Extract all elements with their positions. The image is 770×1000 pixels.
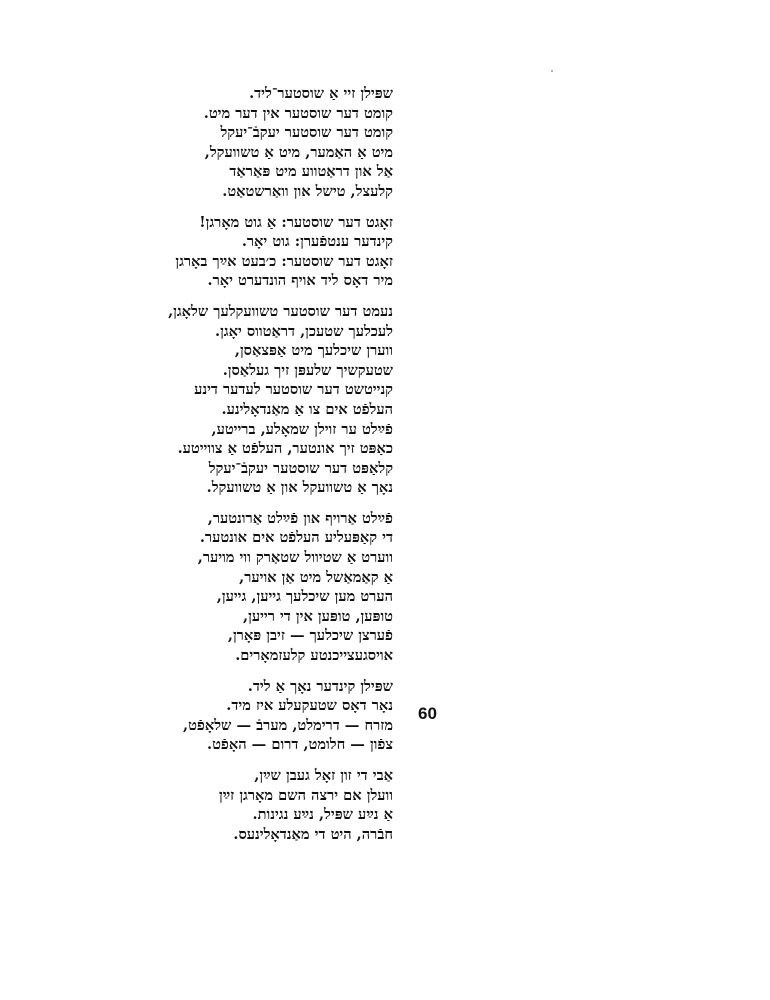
poem-line: וועלן אם ירצה השם מאָרגן זײַן [218,786,393,804]
poem-line: קלאַפּט דער שוסטער יעקבֿ־יעקל [208,459,393,477]
poem-line: חבֿרה, היט די מאַנדאָלינעס. [233,825,393,843]
poem-line: קומט דער שוסטער יעקבֿ־יעקל [220,124,393,142]
poem-line: אַ נײַע שפּיל, נײַע נגינות. [252,806,393,824]
poem-line: מיר דאָס ליד אויף הונדערט יאָר. [207,272,393,290]
poem-line: צפֿון — חלומט, דרום — האָפֿט. [207,736,393,754]
poem-line: ווערן שיכלעך מיט אַפּצאַסן, [234,342,393,360]
poem-line: נאָך אַ טשוועקל און אַ טשוועקל. [206,479,393,497]
poem-line: העלפֿט אים צו אַ מאַנדאָלינע. [221,400,393,418]
poem-text [80,84,393,855]
stanza [80,84,393,202]
stanza [80,509,393,666]
poem-line: שפּילן זיי אַ שוסטער־ליד. [249,85,393,102]
poem-line: קנייטשט דער שוסטער לעדער דינע [194,381,393,399]
scan-speck [551,70,553,72]
poem-line: שפּילן קינדער נאָך אַ ליד. [247,677,393,695]
poem-line: הערט מען שיכלעך גייען, גייען, [216,588,393,606]
poem-line: שטעקשיך שלעפּן זיך געלאַסן. [222,361,393,379]
poem-line: קינדער ענטפֿערן: גוט יאָר. [241,233,393,251]
poem-line: לעכלעך שטעכן, דראַטווס יאָגן. [214,322,393,340]
poem-line: די קאַפּעליע העלפֿט אים אונטער. [199,529,393,547]
poem-line: קלעצל, טישל און וואַרשטאַט. [222,182,393,200]
poem-line: פֿערצן שיכלעך — זיבן פּאָרן, [227,627,393,645]
poem-line: ווערט אַ שטיוול שטאַרק ווי מויער, [197,549,393,567]
stanza [80,766,393,844]
poem-line: אַל און דראַטווע מיט פּאַראַד [229,163,393,181]
poem-line: זאָגט דער שוסטער: אַ גוט מאָרגן! [199,213,393,231]
stanza [80,677,393,755]
poem-line: פֿײַלט ער זוילן שמאָלע, ברייטע, [211,420,393,438]
poem-line: אויסגעצייכנטע קלעזמאָרים. [235,647,393,665]
poem-line: קומט דער שוסטער אין דער מיט. [203,104,393,122]
poem-line: נאָר דאָס שטעקעלע איז מיד. [226,697,393,715]
poem-line: אַ קאַמאַשל מיט אַן אויער, [239,568,393,586]
poem-line: אַבי די זון זאָל געבן שײַן, [254,767,393,784]
poem-line: נעמט דער שוסטער טשוועקלעך שלאָגן, [168,302,393,320]
page-number: 60 [418,704,437,723]
poem-line: מיט אַ האַמער, מיט אַ טשוועקל, [204,143,393,161]
stanza [80,302,393,498]
poem-line: כאַפּט זיך אונטער, העלפֿט אַ צווייטע. [177,440,393,458]
poem-line: טופּען, טופּען אין די רייען, [243,607,393,625]
stanza [80,213,393,291]
poem-line: מזרח — דרימלט, מערבֿ — שלאָפֿט, [183,716,393,734]
poem-line: פֿײַלט אַרויף און פֿײַלט אַרונטער, [207,509,393,527]
poem-line: זאָגט דער שוסטער: כ׳בעט אײַך באָרגן [175,252,393,270]
